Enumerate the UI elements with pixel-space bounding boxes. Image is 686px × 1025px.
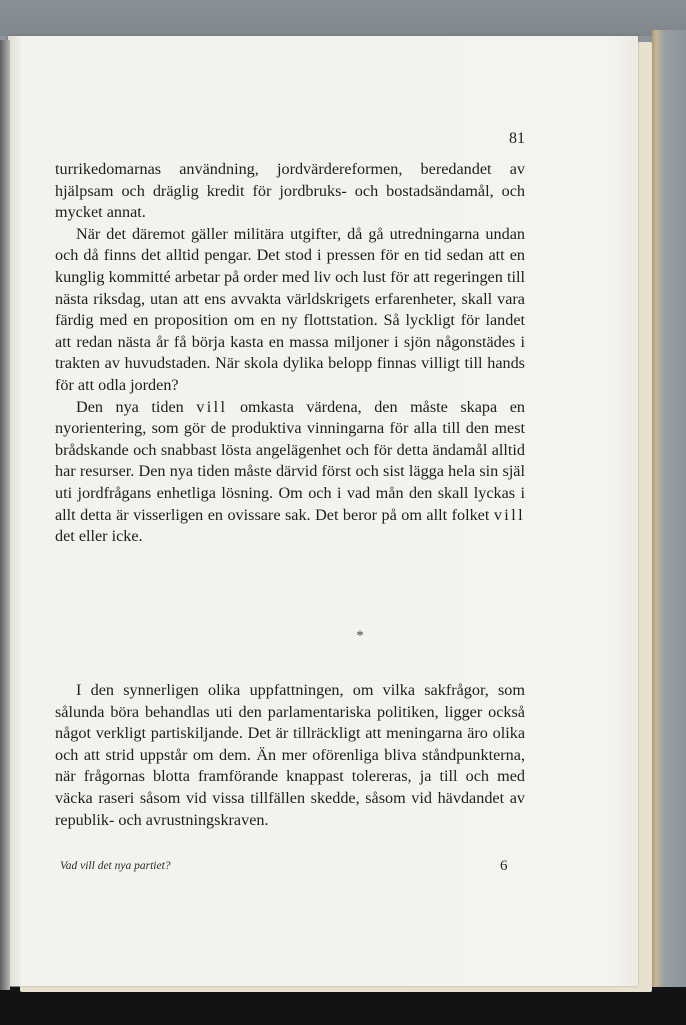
- paragraph: [55, 224, 525, 397]
- scan-background-top: [0, 0, 686, 36]
- body-text-top: [55, 159, 525, 548]
- scan-background-bottom: [0, 987, 686, 1025]
- paragraph-text: turrikedomarnas användning, jordvärdereformen, beredandet av hjälpsam och dräglig kredit för jordbruks- och bostadsändamål, och mycket annat.: [55, 160, 525, 222]
- section-separator: [0, 628, 686, 645]
- page-number: 81: [509, 130, 525, 147]
- paragraph-text: det eller icke.: [55, 527, 143, 546]
- separator-asterisk: *: [356, 628, 364, 644]
- paragraph: [55, 159, 525, 224]
- scan-background-right: [652, 30, 686, 1025]
- emphasized-word: vill: [493, 505, 525, 524]
- book-spine-shadow: [0, 40, 10, 990]
- paragraph-text: Den nya tiden: [76, 397, 197, 416]
- paragraph: [55, 397, 525, 548]
- paragraph-text: I den synnerligen olika uppfattningen, om vilka sakfrågor, som sålunda böra behandlas uti den parlamentariska politiken, ligger också något verkligt partiskiljande. Det är tillräckligt att meningarna äro olika och att strid uppstår om dem. Än mer oförenliga bliva ståndpunkterna, när frågornas blotta framförande knappast tolereras, ja till och med väcka raseri såsom vid vissa tillfällen skedde, såsom vid hävdandet av republik- och avrustningskraven.: [55, 681, 525, 829]
- paragraph-text: omkasta värdena, den måste skapa en nyorientering, som gör de produktiva vinningarna för alla till den mest brådskande och snabbast lösta angelägenhet och för detta ändamål alltid har resurser. Den nya tiden måste därvid först och sist lägga hela sin själ uti jordfrågans enhetliga lösning. Om och i vad mån den skall lyckas i allt detta är visserligen en ovissare sak. Det beror på om allt folket: [55, 397, 525, 524]
- emphasized-word: vill: [196, 397, 228, 416]
- paragraph: [55, 680, 525, 831]
- body-text-bottom: [55, 680, 525, 831]
- paragraph-text: När det däremot gäller militära utgifter, då gå utredningarna undan och då finns det alltid pengar. Det stod i pressen för en tid sedan att en kunglig kommitté arbetar på order med liv och lust för att regeringen till nästa riksdag, utan att ens avvakta världskrigets erfarenheter, skall vara färdig med en proposition om en ny flottstation. Så lyckligt för landet att redan nästa år få börja kasta en massa miljoner i sjön någonstädes i trakten av huvudstaden. När skola dylika belopp finnas villigt till hands för att odla jorden?: [55, 224, 525, 394]
- footer-book-title: Vad vill det nya partiet?: [60, 860, 171, 872]
- footer-signature-mark: 6: [500, 858, 508, 874]
